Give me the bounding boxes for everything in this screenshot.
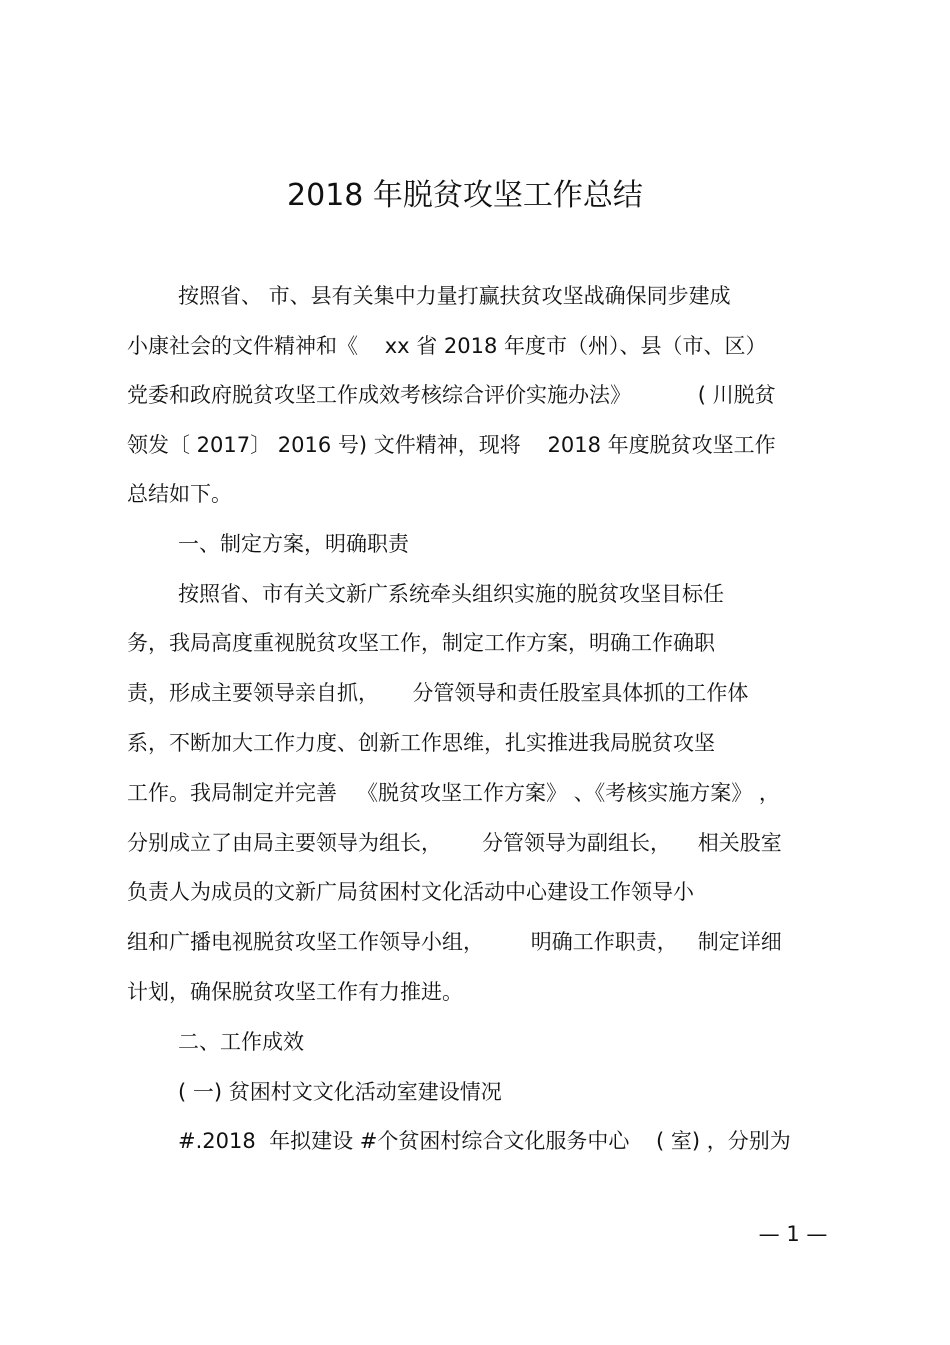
document-title: 2018 年脱贫攻坚工作总结	[287, 178, 643, 213]
paragraph-line: 按照省、 市、县有关集中力量打赢扶贫攻坚战确保同步建成	[178, 284, 731, 308]
paragraph-line: 计划，确保脱贫攻坚工作有力推进。	[127, 980, 463, 1004]
paragraph-line: 按照省、市有关文新广系统牵头组织实施的脱贫攻坚目标任	[178, 582, 724, 606]
paragraph-line: 系，不断加大工作力度、创新工作思维，扎实推进我局脱贫攻坚	[127, 731, 715, 755]
page-number: — 1 —	[758, 1222, 828, 1246]
paragraph-line: #.2018 年拟建设 #个贫困村综合文化服务中心 ( 室) ，分别为	[178, 1129, 791, 1153]
paragraph-line: 小康社会的文件精神和《 xx 省 2018 年度市（州）、县（市、区）	[127, 334, 767, 358]
section-heading-1: 一、制定方案，明确职责	[178, 532, 409, 556]
paragraph-line: 工作。我局制定并完善 《脱贫攻坚工作方案》 、《考核实施方案》 ，	[127, 781, 780, 805]
paragraph-line: 党委和政府脱贫攻坚工作成效考核综合评价实施办法》 ( 川脱贫	[127, 383, 776, 407]
paragraph-line: 务，我局高度重视脱贫攻坚工作，制定工作方案，明确工作确职	[127, 631, 715, 655]
paragraph-line: 责，形成主要领导亲自抓， 分管领导和责任股室具体抓的工作体	[127, 681, 749, 705]
paragraph-line: 负责人为成员的文新广局贫困村文化活动中心建设工作领导小	[127, 880, 694, 904]
paragraph-line: 领发〔 2017〕 2016 号) 文件精神，现将 2018 年度脱贫攻坚工作	[127, 433, 776, 457]
paragraph-line: 组和广播电视脱贫攻坚工作领导小组， 明确工作职责， 制定详细	[127, 930, 782, 954]
subsection-heading: ( 一) 贫困村文文化活动室建设情况	[178, 1080, 502, 1104]
paragraph-line: 分别成立了由局主要领导为组长， 分管领导为副组长， 相关股室	[127, 831, 782, 855]
section-heading-2: 二、工作成效	[178, 1030, 304, 1054]
paragraph-line: 总结如下。	[127, 482, 232, 506]
